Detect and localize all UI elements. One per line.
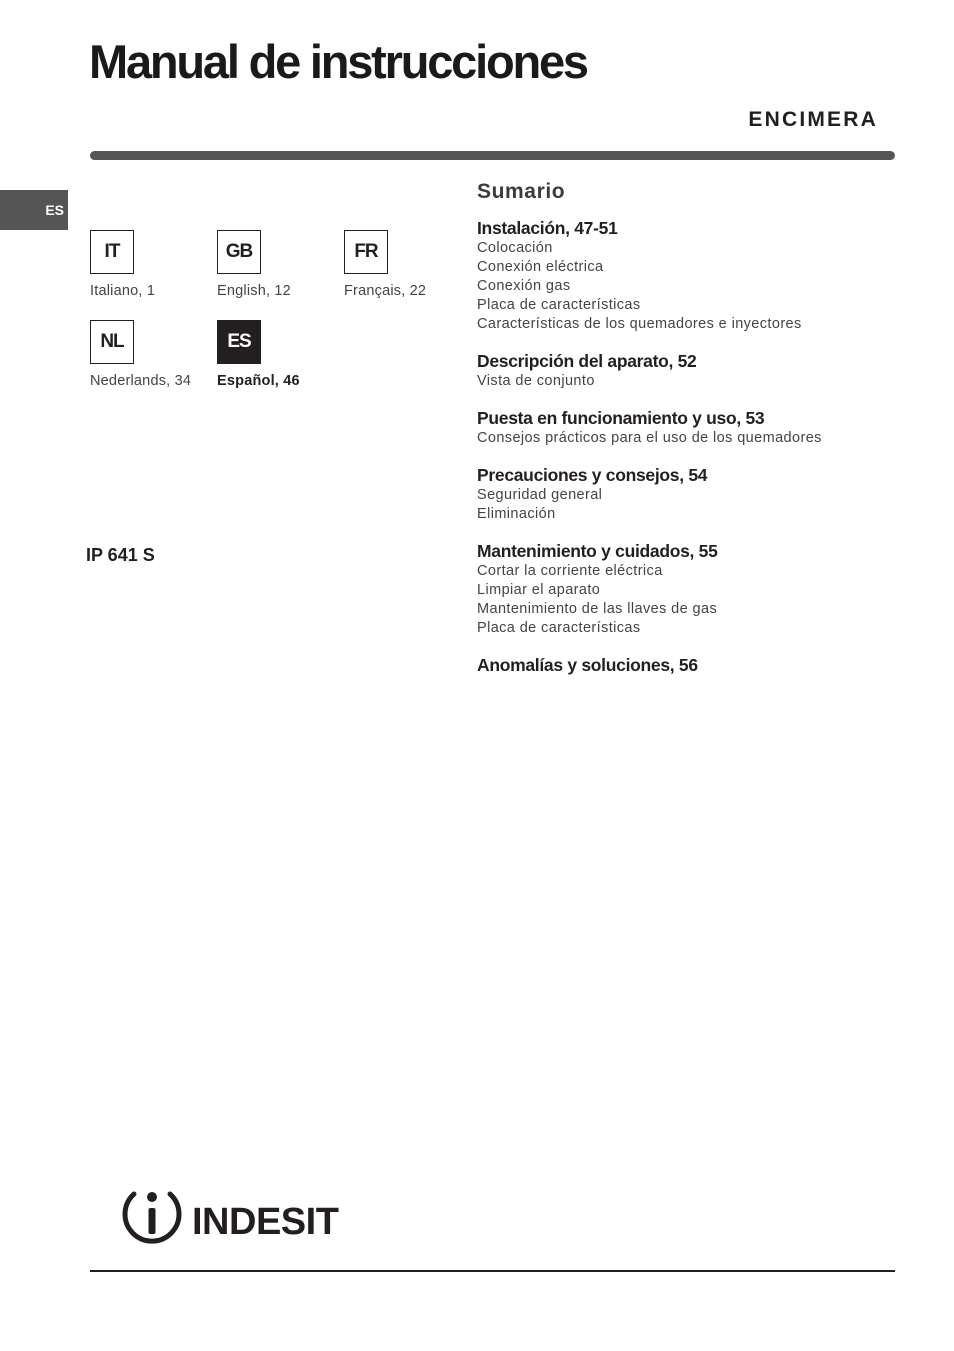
- page-title: Manual de instrucciones: [89, 35, 587, 88]
- toc-item: Vista de conjunto: [477, 373, 595, 389]
- table-of-contents: [477, 180, 897, 692]
- toc-section: [477, 540, 897, 638]
- toc-section-title[interactable]: Puesta en funcionamiento y uso, 53: [477, 408, 765, 428]
- language-link-es[interactable]: [217, 320, 300, 389]
- toc-item: Placa de características: [477, 297, 641, 313]
- language-code: NL: [90, 320, 134, 364]
- language-link-nl[interactable]: [90, 320, 191, 389]
- language-side-tab: ES: [0, 190, 68, 230]
- toc-item: Consejos prácticos para el uso de los quemadores: [477, 430, 822, 446]
- language-label-active: Español, 46: [217, 373, 300, 389]
- toc-item: Placa de características: [477, 620, 641, 636]
- toc-item: Colocación: [477, 240, 553, 256]
- language-label: Nederlands, 34: [90, 373, 192, 389]
- header-divider: [90, 151, 895, 160]
- toc-section-title[interactable]: Precauciones y consejos, 54: [477, 465, 708, 485]
- model-number: IP 641 S: [86, 545, 155, 565]
- toc-section-title[interactable]: Anomalías y soluciones, 56: [477, 655, 698, 675]
- toc-item: Cortar la corriente eléctrica: [477, 563, 663, 579]
- toc-item: Características de los quemadores e inyectores: [477, 316, 802, 332]
- language-code-active: ES: [217, 320, 261, 364]
- language-label: Français, 22: [344, 283, 427, 299]
- toc-item: Mantenimiento de las llaves de gas: [477, 601, 718, 617]
- toc-section-title[interactable]: Descripción del aparato, 52: [477, 351, 697, 371]
- footer-divider: [90, 1270, 895, 1272]
- language-link-fr[interactable]: [344, 230, 426, 299]
- toc-section-title[interactable]: Mantenimiento y cuidados, 55: [477, 541, 718, 561]
- language-link-it[interactable]: [90, 230, 155, 299]
- language-code: FR: [344, 230, 388, 274]
- language-label: English, 12: [217, 283, 291, 299]
- toc-section: [477, 464, 897, 524]
- product-category: ENCIMERA: [748, 108, 878, 131]
- toc-section: [477, 654, 897, 676]
- toc-item: Eliminación: [477, 506, 556, 522]
- toc-section-title[interactable]: Instalación, 47-51: [477, 218, 618, 238]
- toc-item: Limpiar el aparato: [477, 582, 601, 598]
- language-code: GB: [217, 230, 261, 274]
- language-code: IT: [90, 230, 134, 274]
- toc-item: Conexión gas: [477, 278, 571, 294]
- toc-section: [477, 407, 897, 448]
- toc-section: [477, 217, 897, 334]
- indesit-logo: [120, 1184, 360, 1248]
- toc-section: [477, 350, 897, 391]
- logo-dot: [147, 1192, 157, 1202]
- language-link-gb[interactable]: [217, 230, 291, 299]
- logo-stem: [149, 1208, 156, 1234]
- toc-item: Seguridad general: [477, 487, 603, 503]
- logo-wordmark: INDESIT: [192, 1201, 339, 1243]
- toc-item: Conexión eléctrica: [477, 259, 604, 275]
- language-label: Italiano, 1: [90, 283, 156, 299]
- toc-heading: Sumario: [477, 180, 566, 203]
